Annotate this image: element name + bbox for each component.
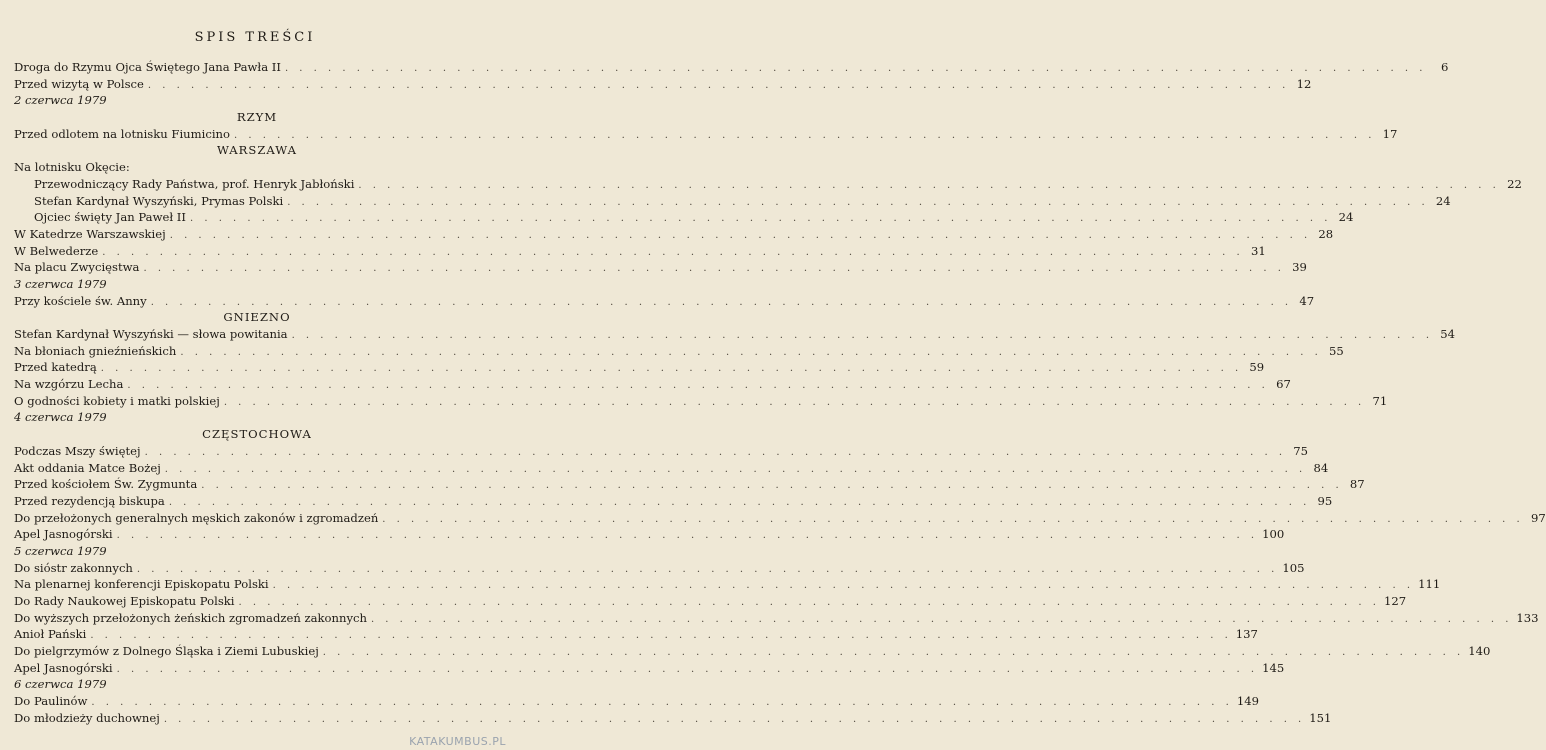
toc-entry-title: Na błoniach gnieźnieńskich — [14, 343, 177, 358]
toc-entry-title: Do wyższych przełożonych żeńskich zgromadzeń zakonnych — [14, 610, 367, 625]
toc-entry — [14, 293, 1315, 310]
toc-page-number: 55 — [1329, 343, 1344, 358]
date-heading: 6 czerwca 1979 — [14, 677, 107, 692]
toc-entry-title: W Belwederze — [14, 243, 99, 258]
dot-leader: . . . . . . . . . . . . . . . . . . . . . . . . . . . . . . . . . . . . . . . . . . . . . . . . . . . . . . . . . . . . . . . . . . . . . . . . . . . . . . . . — [287, 196, 1429, 208]
toc-entry — [14, 626, 1258, 643]
toc-page-number: 12 — [1296, 76, 1312, 91]
toc-entry — [14, 209, 1354, 226]
toc-entry — [14, 526, 1285, 543]
toc-entry-title: Stefan Kardynał Wyszyński, Prymas Polski — [34, 193, 284, 208]
page-title: SPIS TREŚCI — [194, 30, 316, 45]
toc-entry-title: Ojciec święty Jan Paweł II — [34, 210, 186, 225]
toc-page-number: 47 — [1299, 293, 1315, 308]
toc-entry — [14, 560, 1305, 577]
toc-page-number: 22 — [1507, 176, 1522, 191]
toc-entry — [14, 710, 1332, 727]
date-heading: 3 czerwca 1979 — [14, 276, 107, 291]
dot-leader: . . . . . . . . . . . . . . . . . . . . . . . . . . . . . . . . . . . . . . . . . . . . . . . . . . . . . . . . . . . . . . . . . . . . . . . . . . . . . . . . — [102, 246, 1244, 258]
toc-entry — [14, 476, 1365, 493]
toc-entry-title: Do przełożonych generalnych męskich zakonów i zgromadzeń — [14, 510, 379, 525]
date-heading: 4 czerwca 1979 — [14, 410, 107, 425]
dot-leader: . . . . . . . . . . . . . . . . . . . . . . . . . . . . . . . . . . . . . . . . . . . . . . . . . . . . . . . . . . . . . . . . . . . . . . . . . . . . . . . . — [136, 563, 1279, 575]
toc-page-number: 100 — [1262, 527, 1285, 542]
toc-entry-title: Przed rezydencją biskupa — [14, 493, 165, 508]
toc-entry-title: Do sióstr zakonnych — [14, 560, 133, 575]
section-heading: CZĘSTOCHOWA — [202, 427, 312, 442]
section-heading: GNIEZNO — [223, 310, 291, 325]
dot-leader: . . . . . . . . . . . . . . . . . . . . . . . . . . . . . . . . . . . . . . . . . . . . . . . . . . . . . . . . . . . . . . . . . . . . . . . . . . . . . . . . — [189, 213, 1332, 225]
toc-entry — [14, 443, 1309, 460]
section-heading: WARSZAWA — [216, 143, 298, 158]
toc-entry-title: W Katedrze Warszawskiej — [14, 226, 166, 241]
toc-page-number: 87 — [1349, 477, 1365, 492]
toc-entry — [14, 593, 1407, 610]
section-heading: RZYM — [236, 110, 278, 125]
toc-page-number: 105 — [1282, 560, 1305, 575]
toc-entry-title: Apel Jasnogórski — [14, 660, 113, 675]
toc-page-number: 145 — [1262, 660, 1285, 675]
toc-entry — [14, 176, 1522, 193]
dot-leader: . . . . . . . . . . . . . . . . . . . . . . . . . . . . . . . . . . . . . . . . . . . . . . . . . . . . . . . . . . . . . . . . . . . . . . . . . . . . . . . . — [90, 630, 1232, 642]
toc-entry-title: Na placu Zwycięstwa — [14, 260, 140, 275]
dot-leader: . . . . . . . . . . . . . . . . . . . . . . . . . . . . . . . . . . . . . . . . . . . . . . . . . . . . . . . . . . . . . . . . . . . . . . . . . . . . . . . . — [370, 613, 1513, 625]
toc-entry — [14, 510, 1546, 527]
toc-entry-title: Przewodniczący Rady Państwa, prof. Henryk Jabłoński — [34, 176, 355, 191]
toc-entry-title: Przed kościołem Św. Zygmunta — [14, 477, 198, 492]
toc-entry-title: O godności kobiety i matki polskiej — [14, 393, 220, 408]
toc-page-number: 97 — [1530, 510, 1546, 525]
toc-entry-title: Akt oddania Matce Bożej — [14, 460, 161, 475]
dot-leader: . . . . . . . . . . . . . . . . . . . . . . . . . . . . . . . . . . . . . . . . . . . . . . . . . . . . . . . . . . . . . . . . . . . . . . . . . . . . . . . . — [116, 530, 1259, 542]
toc-page-number: 6 — [1440, 60, 1449, 74]
watermark: KATAKUMBUS.PL — [409, 735, 506, 748]
dot-leader: . . . . . . . . . . . . . . . . . . . . . . . . . . . . . . . . . . . . . . . . . . . . . . . . . . . . . . . . . . . . . . . . . . . . . . . . . . . . . . . . — [284, 63, 1427, 74]
toc-entry-title: Do młodzieży duchownej — [14, 710, 160, 725]
toc-entry — [14, 226, 1334, 243]
toc-page-number: 28 — [1318, 226, 1334, 241]
toc-entry — [14, 76, 1312, 93]
toc-entry — [14, 610, 1539, 627]
toc-entry-title: Podczas Mszy świętej — [14, 443, 141, 458]
toc-page-number: 71 — [1372, 393, 1388, 408]
toc-page-number: 127 — [1383, 594, 1407, 608]
toc-entry — [14, 243, 1266, 260]
toc-entry-title: Na wzgórzu Lecha — [14, 377, 124, 392]
toc-entry — [14, 126, 1398, 143]
dot-leader: . . . . . . . . . . . . . . . . . . . . . . . . . . . . . . . . . . . . . . . . . . . . . . . . . . . . . . . . . . . . . . . . . . . . . . . . . . . . . . . . — [144, 446, 1287, 458]
toc-page-number: 39 — [1292, 260, 1307, 275]
toc-group-label: Na lotnisku Okęcie: — [14, 160, 130, 175]
dot-leader: . . . . . . . . . . . . . . . . . . . . . . . . . . . . . . . . . . . . . . . . . . . . . . . . . . . . . . . . . . . . . . . . . . . . . . . . . . . . . . . . — [147, 79, 1290, 91]
dot-leader: . . . . . . . . . . . . . . . . . . . . . . . . . . . . . . . . . . . . . . . . . . . . . . . . . . . . . . . . . . . . . . . . . . . . . . . . . . . . . . . . — [382, 513, 1524, 525]
toc-page-number: 84 — [1313, 460, 1329, 475]
toc-page-number: 24 — [1435, 193, 1451, 208]
toc-entry-title: Przed wizytą w Polsce — [14, 76, 144, 91]
toc-page-number: 67 — [1276, 377, 1291, 392]
dot-leader: . . . . . . . . . . . . . . . . . . . . . . . . . . . . . . . . . . . . . . . . . . . . . . . . . . . . . . . . . . . . . . . . . . . . . . . . . . . . . . . . — [143, 263, 1285, 275]
dot-leader: . . . . . . . . . . . . . . . . . . . . . . . . . . . . . . . . . . . . . . . . . . . . . . . . . . . . . . . . . . . . . . . . . . . . . . . . . . . . . . . . — [100, 363, 1243, 375]
toc-page-number: 151 — [1309, 710, 1332, 725]
toc-entry — [14, 460, 1329, 477]
toc-entry-title: Apel Jasnogórski — [14, 527, 113, 542]
dot-leader: . . . . . . . . . . . . . . . . . . . . . . . . . . . . . . . . . . . . . . . . . . . . . . . . . . . . . . . . . . . . . . . . . . . . . . . . . . . . . . . . — [150, 296, 1293, 308]
toc-entry-title: Na plenarnej konferencji Episkopatu Polski — [14, 577, 269, 592]
toc-entry — [14, 193, 1451, 210]
toc-entry-title: Droga do Rzymu Ojca Świętego Jana Pawła II — [14, 60, 281, 74]
dot-leader: . . . . . . . . . . . . . . . . . . . . . . . . . . . . . . . . . . . . . . . . . . . . . . . . . . . . . . . . . . . . . . . . . . . . . . . . . . . . . . . . — [234, 129, 1376, 141]
dot-leader: . . . . . . . . . . . . . . . . . . . . . . . . . . . . . . . . . . . . . . . . . . . . . . . . . . . . . . . . . . . . . . . . . . . . . . . . . . . . . . . . — [164, 463, 1307, 475]
dot-leader: . . . . . . . . . . . . . . . . . . . . . . . . . . . . . . . . . . . . . . . . . . . . . . . . . . . . . . . . . . . . . . . . . . . . . . . . . . . . . . . . — [358, 179, 1500, 191]
toc-entry-title: Do Paulinów — [14, 694, 88, 709]
toc-page-number: 111 — [1418, 577, 1441, 592]
dot-leader: . . . . . . . . . . . . . . . . . . . . . . . . . . . . . . . . . . . . . . . . . . . . . . . . . . . . . . . . . . . . . . . . . . . . . . . . . . . . . . . . — [272, 580, 1415, 592]
dot-leader: . . . . . . . . . . . . . . . . . . . . . . . . . . . . . . . . . . . . . . . . . . . . . . . . . . . . . . . . . . . . . . . . . . . . . . . . . . . . . . . . — [168, 496, 1311, 508]
toc-entry-title: Do pielgrzymów z Dolnego Śląska i Ziemi Lubuskiej — [14, 644, 319, 659]
toc-entry — [14, 343, 1344, 360]
toc-page-number: 133 — [1516, 610, 1539, 625]
toc-entry — [14, 59, 1449, 76]
toc-entry — [14, 693, 1259, 710]
toc-entry — [14, 393, 1388, 410]
toc-entry — [14, 376, 1291, 393]
toc-page-number: 137 — [1235, 627, 1258, 642]
toc-page-number: 17 — [1382, 126, 1398, 141]
dot-leader: . . . . . . . . . . . . . . . . . . . . . . . . . . . . . . . . . . . . . . . . . . . . . . . . . . . . . . . . . . . . . . . . . . . . . . . . . . . . . . . . — [116, 663, 1259, 675]
toc-entry — [14, 493, 1333, 510]
toc-page-number: 31 — [1250, 243, 1266, 258]
toc-entry — [14, 576, 1441, 593]
toc-entry — [14, 326, 1455, 343]
toc-page-number: 59 — [1249, 360, 1265, 375]
date-heading: 5 czerwca 1979 — [14, 543, 107, 558]
toc-page-number: 24 — [1338, 210, 1354, 225]
toc-page-number: 140 — [1468, 644, 1491, 659]
toc-entry-title: Przed katedrą — [14, 360, 97, 375]
toc-page-number: 54 — [1440, 327, 1455, 341]
toc-entry — [14, 643, 1491, 660]
table-of-contents — [14, 59, 1546, 727]
toc-page-number: 149 — [1236, 694, 1259, 709]
toc-entry-title: Przed odlotem na lotnisku Fiumicino — [14, 126, 230, 141]
toc-entry-title: Stefan Kardynał Wyszyński — słowa powitania — [14, 327, 288, 341]
toc-page-number: 75 — [1293, 443, 1309, 458]
dot-leader: . . . . . . . . . . . . . . . . . . . . . . . . . . . . . . . . . . . . . . . . . . . . . . . . . . . . . . . . . . . . . . . . . . . . . . . . . . . . . . . . — [91, 697, 1233, 709]
dot-leader: . . . . . . . . . . . . . . . . . . . . . . . . . . . . . . . . . . . . . . . . . . . . . . . . . . . . . . . . . . . . . . . . . . . . . . . . . . . . . . . . — [322, 647, 1465, 659]
dot-leader: . . . . . . . . . . . . . . . . . . . . . . . . . . . . . . . . . . . . . . . . . . . . . . . . . . . . . . . . . . . . . . . . . . . . . . . . . . . . . . . . — [163, 713, 1306, 725]
dot-leader: . . . . . . . . . . . . . . . . . . . . . . . . . . . . . . . . . . . . . . . . . . . . . . . . . . . . . . . . . . . . . . . . . . . . . . . . . . . . . . . . — [201, 480, 1343, 492]
dot-leader: . . . . . . . . . . . . . . . . . . . . . . . . . . . . . . . . . . . . . . . . . . . . . . . . . . . . . . . . . . . . . . . . . . . . . . . . . . . . . . . . — [169, 229, 1312, 241]
toc-entry — [14, 259, 1307, 276]
toc-entry-title: Anioł Pański — [14, 627, 87, 642]
toc-entry — [14, 359, 1265, 376]
toc-page-number: 95 — [1317, 493, 1333, 508]
date-heading: 2 czerwca 1979 — [14, 93, 107, 108]
dot-leader: . . . . . . . . . . . . . . . . . . . . . . . . . . . . . . . . . . . . . . . . . . . . . . . . . . . . . . . . . . . . . . . . . . . . . . . . . . . . . . . . — [127, 380, 1269, 392]
toc-entry — [14, 660, 1285, 677]
toc-entry-title: Przy kościele św. Anny — [14, 293, 147, 308]
dot-leader: . . . . . . . . . . . . . . . . . . . . . . . . . . . . . . . . . . . . . . . . . . . . . . . . . . . . . . . . . . . . . . . . . . . . . . . . . . . . . . . . — [180, 346, 1322, 358]
dot-leader: . . . . . . . . . . . . . . . . . . . . . . . . . . . . . . . . . . . . . . . . . . . . . . . . . . . . . . . . . . . . . . . . . . . . . . . . . . . . . . . . — [238, 597, 1380, 608]
toc-entry-title: Do Rady Naukowej Episkopatu Polski — [14, 594, 235, 608]
dot-leader: . . . . . . . . . . . . . . . . . . . . . . . . . . . . . . . . . . . . . . . . . . . . . . . . . . . . . . . . . . . . . . . . . . . . . . . . . . . . . . . . — [223, 396, 1366, 408]
dot-leader: . . . . . . . . . . . . . . . . . . . . . . . . . . . . . . . . . . . . . . . . . . . . . . . . . . . . . . . . . . . . . . . . . . . . . . . . . . . . . . . . — [291, 330, 1433, 341]
